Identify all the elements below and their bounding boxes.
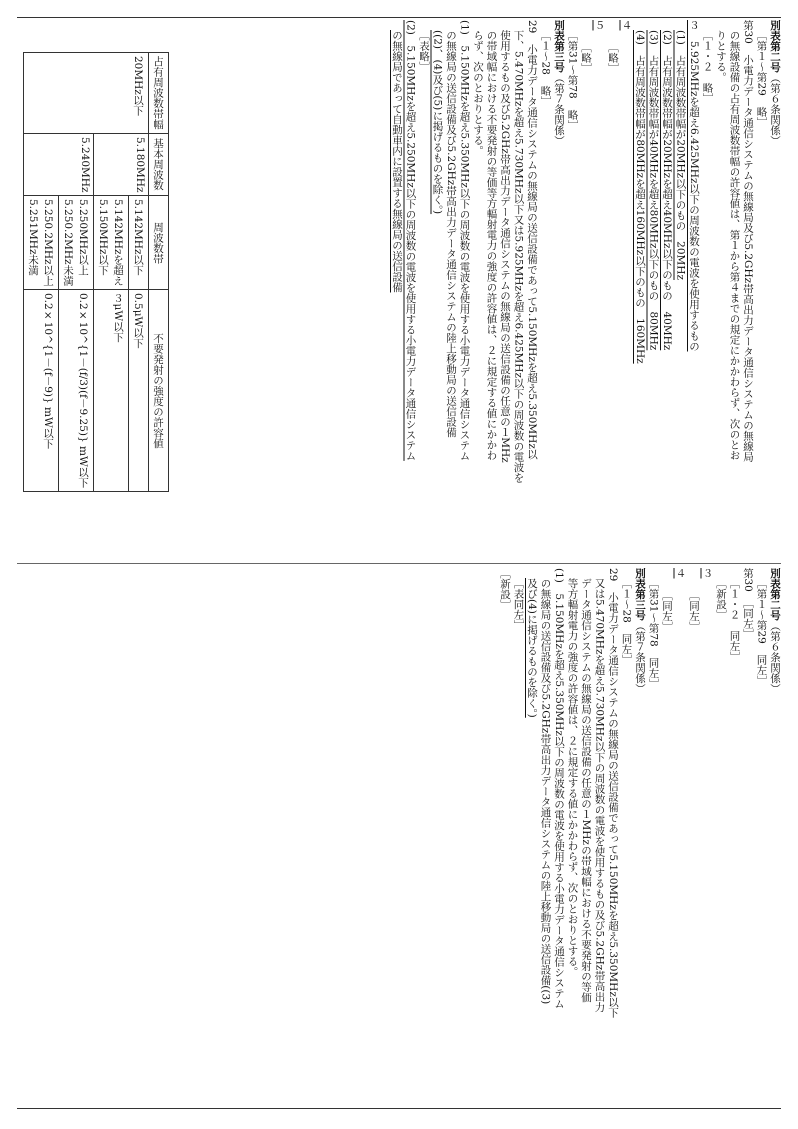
text-line: (1) 占有周波数帯幅が20MHz以下のもの 20MHz xyxy=(674,30,687,280)
text-line: 又は5.470MHzを超え5.730MHz以下の周波数の電波を使用するもの及び5.2GHz帯高出力 xyxy=(593,578,606,1013)
text-line: データ通信システムの無線局の送信設備の任意の１MHzの帯域幅における不要発射の等価 xyxy=(580,578,592,1003)
text-line: ［新設］ xyxy=(499,568,511,610)
table-cell: 5.250MHz以上 5.250.2MHz未満 xyxy=(59,196,94,290)
text-line: の無線局の送信設備及び5.2GHz帯高出力データ通信システムの陸上移動局の送信設備((3) xyxy=(539,578,552,1005)
text-line: ［第１～第29 略］ xyxy=(755,30,768,128)
text-line: りとする。 xyxy=(715,30,727,83)
revised-title: 別表第二号（第６条関係） xyxy=(769,20,781,146)
text-line: ((2)、(4)及び(5)に掲げるものを除く。) xyxy=(431,30,444,215)
text-line: ［第１～第29 同左］ xyxy=(755,578,768,686)
text-line: ［第31～第78 同左］ xyxy=(647,578,660,689)
text-line: ３ xyxy=(701,568,714,579)
text-line: 下、5.470MHzを超え5.730MHz以下又は5.925MHzを超え6.425MHz以下の周波数の電波を xyxy=(512,30,525,483)
revised-text-section xyxy=(17,20,781,560)
text-line: の帯域幅における不要発射の等価等方輻射電力の強度の許容値は、２に規定する値にかかわ xyxy=(485,30,498,461)
text-line: ［１・２ 同左］ xyxy=(728,578,741,662)
text-line: 29 小電力データ通信システムの無線局の送信設備であって5.150MHzを超え5.350MHz以下 xyxy=(607,568,619,1018)
table-cell: 0.2×10^{1－(f－9)} mW以下 xyxy=(24,290,59,492)
text-line: (2) 占有周波数帯幅が20MHzを超え40MHz以下のもの 40MHz xyxy=(661,30,673,351)
text-line: 29 小電力データ通信システムの無線局の送信設備であって5.150MHzを超え5.350MHz以 xyxy=(526,20,538,460)
top-rule xyxy=(17,17,781,18)
emission-limits-table xyxy=(23,52,219,542)
text-line: ［１～28 略］ xyxy=(539,30,552,107)
text-line: ［表略］ xyxy=(418,30,430,72)
text-line: ［１・２ 略］ xyxy=(701,30,714,104)
text-line: ３ 5.925MHzを超え6.425MHz以下の周波数の電波を使用するもの xyxy=(688,20,700,352)
revised-title-2: 別表第三号（第７条関係） xyxy=(553,20,565,146)
table-cell: 20MHz以下 xyxy=(24,53,149,134)
text-line: (4) 占有周波数帯幅が80MHzを超え160MHz以下のもの 160MHz xyxy=(634,30,646,364)
text-line: ５ xyxy=(593,20,606,31)
table-cell: 5.142MHzを超え 5.150MHz以下 xyxy=(94,196,129,290)
text-line: の無線局の送信設備及び5.2GHz帯高出力データ通信システムの陸上移動局の送信設備 xyxy=(445,30,457,438)
text-line: 使用するもの及び5.2GHz帯高出力データ通信システムの無線局の送信設備の任意の１MHz xyxy=(499,30,511,463)
bottom-rule xyxy=(17,1108,781,1109)
text-line: 等方輻射電力の強度の許容値は、２に規定する値にかかわらず、次のとおりとする。 xyxy=(566,578,579,977)
text-line: (2) 5.150MHzを超え5.250MHz以下の周波数の電波を使用する小電力データ通信システム xyxy=(404,20,417,461)
table-cell: ３μW以下 xyxy=(94,290,129,492)
text-line: ［同左］ xyxy=(688,590,700,632)
text-line: ［新設］ xyxy=(715,578,727,620)
text-line: ４ xyxy=(674,568,687,579)
text-line: ［略］ xyxy=(580,42,592,74)
text-line: の無線局であって自動車内に設置する無線局の送信設備 xyxy=(391,30,403,293)
middle-rule xyxy=(17,563,781,564)
text-line: (1) 5.150MHzを超え5.350MHz以下の周波数の電波を使用する小電力データ通信システム xyxy=(458,20,471,461)
text-line: ［同左］ xyxy=(661,590,673,632)
table-row xyxy=(129,53,149,492)
text-line: 第30 ［同左］ xyxy=(742,568,754,640)
text-line: (3) 占有周波数帯幅が40MHzを超え80MHz以下のもの 80MHz xyxy=(647,30,660,351)
table-cell: 5.240MHz xyxy=(24,133,94,196)
text-line: 第30 小電力データ通信システムの無線局及び5.2GHz帯高出力データ通信システムの無線局 xyxy=(742,20,754,462)
table-cell: 5.142MHz以下 xyxy=(129,196,149,290)
table-header-cell: 周波数帯 xyxy=(149,196,169,290)
table-header-cell: 占有周波数帯幅 xyxy=(149,53,169,134)
table-header-cell: 基本周波数 xyxy=(149,133,169,196)
revised-text-columns xyxy=(231,20,781,560)
text-line: 及び(4)に掲げるものを除く。) xyxy=(526,578,538,718)
current-title: 別表第二号（第６条関係） xyxy=(769,568,781,694)
table-cell: 5.250.2MHz以上 5.251MHz未満 xyxy=(24,196,59,290)
text-line: の無線設備の占有周波数帯幅の許容値は、第１から第４までの規定にかかわらず、次のとお xyxy=(728,30,741,461)
current-text-columns xyxy=(17,568,781,1105)
text-line: ４ xyxy=(620,20,633,31)
text-line: らず、次のとおりとする。 xyxy=(472,30,484,156)
table-header-row xyxy=(149,53,169,492)
text-line: ［第31～第78 略］ xyxy=(566,30,579,131)
current-title-2: 別表第三号（第７条関係） xyxy=(634,568,646,694)
table-header-cell: 不要発射の強度の許容値 xyxy=(149,290,169,492)
text-line: (1) 5.150MHzを超え5.350MHz以下の周波数の電波を使用する小電力データ通信システム xyxy=(553,568,565,1009)
table-cell: 0.2×10^{1－(f/3)(f－9.25)} mW以下 xyxy=(59,290,94,492)
text-line: ［略］ xyxy=(607,42,619,74)
table-cell: 5.180MHz xyxy=(94,133,149,196)
current-text-section xyxy=(17,568,781,1105)
table-cell: 0.5μW以下 xyxy=(129,290,149,492)
text-line: ［１～28 同左］ xyxy=(620,578,633,665)
text-line: ［表同左］ xyxy=(512,578,525,631)
